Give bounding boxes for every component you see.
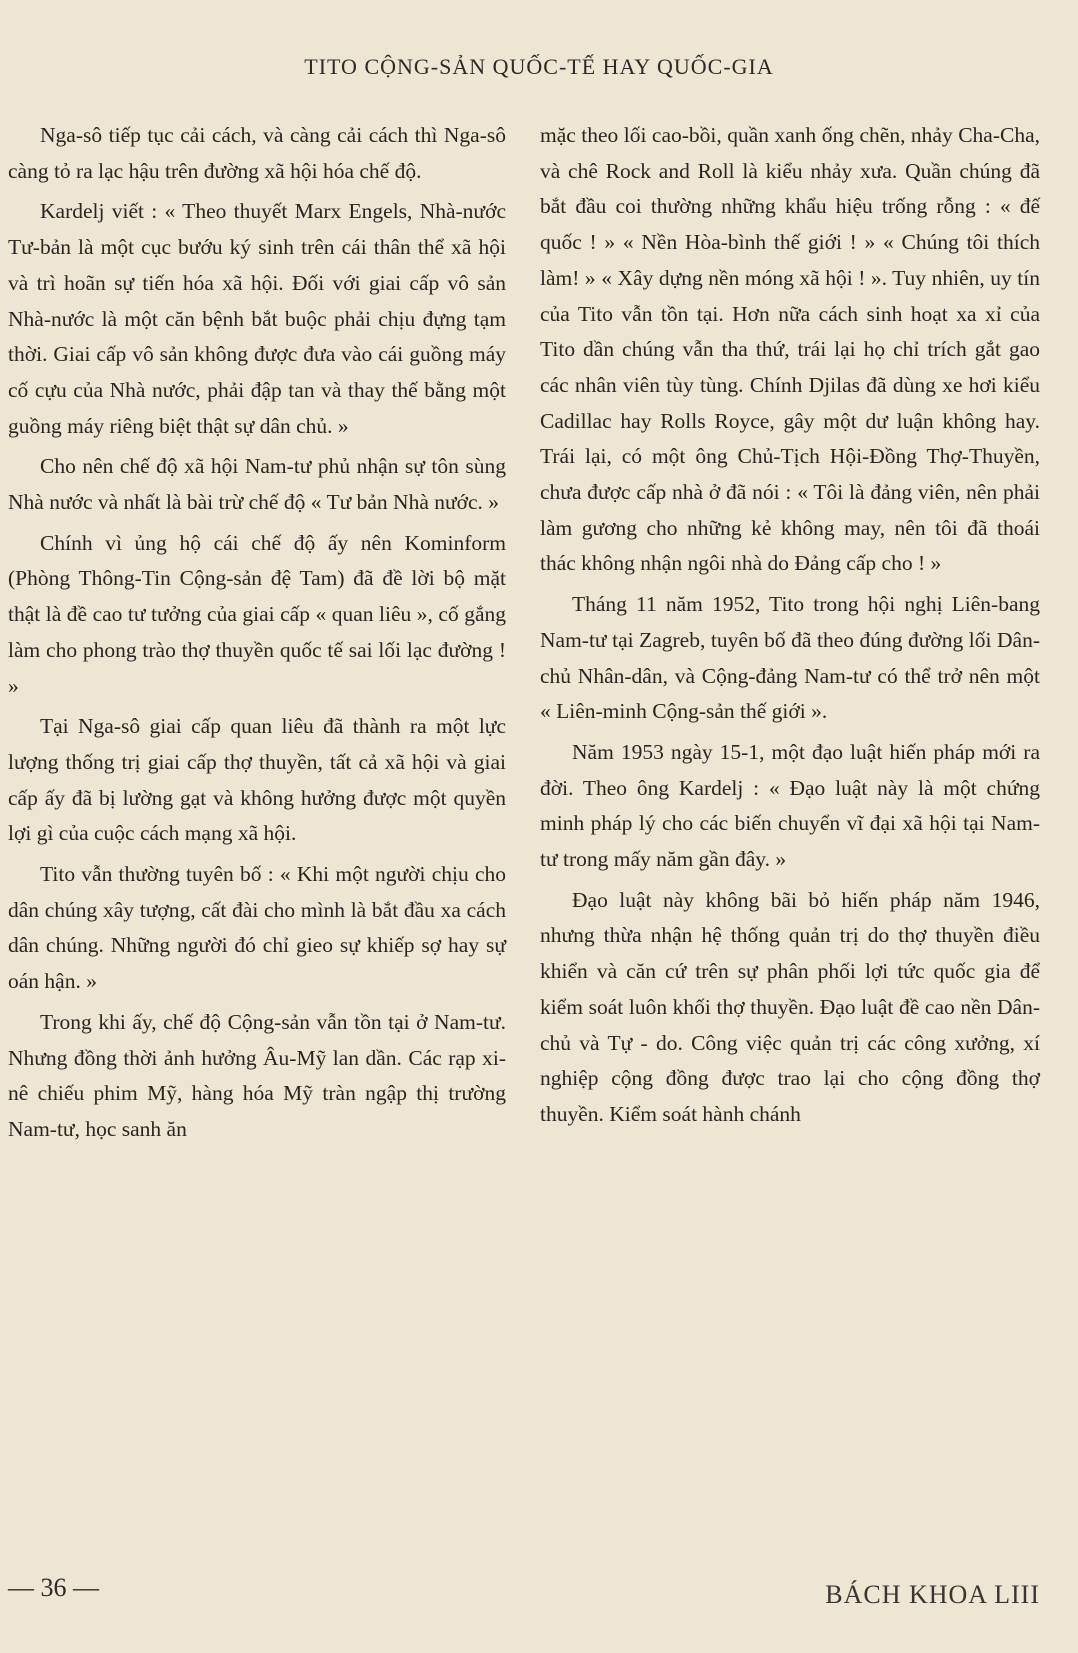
paragraph-continued: mặc theo lối cao-bồi, quần xanh ống chẽn, nhảy Cha-Cha, và chê Rock and Roll là kiểu nhảy xưa. Quần chúng đã bắt đầu coi thường những khẩu hiệu trống rỗng : « đế quốc ! » « Nền Hòa-bình thế giới ! » « Chúng tôi thích làm! » « Xây dựng nền móng xã hội ! ». Tuy nhiên, uy tín của Tito vẫn tồn tại. Hơn nữa cách sinh hoạt xa xỉ của Tito dần chúng vẫn tha thứ, trái lại họ chỉ trích gắt gao các nhân viên tùy tùng. Chính Djilas đã dùng xe hơi kiểu Cadillac hay Rolls Royce, gây một dư luận không hay. Trái lại, có một ông Chủ-Tịch Hội-Đồng Thợ-Thuyền, chưa được cấp nhà ở đã nói : « Tôi là đảng viên, nên phải làm gương cho những kẻ không may, nên tôi đã thoái thác không nhận ngôi nhà do Đảng cấp cho ! » bbox=[540, 123, 1040, 576]
magazine-name: BÁCH KHOA LIII bbox=[825, 1580, 1040, 1609]
paragraph: Năm 1953 ngày 15-1, một đạo luật hiến pháp mới ra đời. Theo ông Kardelj : « Đạo luật này là một chứng minh pháp lý cho các biến chuyển vĩ đại xã hội tại Nam-tư trong mấy năm gần đây. » bbox=[540, 739, 1040, 872]
paragraph: Tại Nga-sô giai cấp quan liêu đã thành ra một lực lượng thống trị giai cấp thợ thuyền, tất cả xã hội và giai cấp ấy đã bị lường gạt và không hưởng được một quyền lợi gì của cuộc cách mạng xã hội. bbox=[8, 714, 506, 846]
paragraph: Đạo luật này không bãi bỏ hiến pháp năm 1946, nhưng thừa nhận hệ thống quản trị do thợ thuyền điều khiển và căn cứ trên sự phân phối lợi tức quốc gia để kiểm soát luôn khối thợ thuyền. Đạo luật đề cao nền Dân-chủ và Tự - do. Công việc quản trị các công xưởng, xí nghiệp cộng đồng được trao lại cho cộng đồng thợ thuyền. Kiểm soát hành chánh bbox=[540, 887, 1040, 1126]
paragraph: Cho nên chế độ xã hội Nam-tư phủ nhận sự tôn sùng Nhà nước và nhất là bài trừ chế độ « Tư bản Nhà nước. » bbox=[8, 454, 506, 515]
paragraph: Tito vẫn thường tuyên bố : « Khi một người chịu cho dân chúng xây tượng, cất đài cho mình là bắt đầu xa cách dân chúng. Những người đó chỉ gieo sự khiếp sợ hay sự oán hận. » bbox=[8, 862, 506, 994]
paragraph: Kardelj viết : « Theo thuyết Marx Engels, Nhà-nước Tư-bản là một cục bướu ký sinh trên cái thân thể xã hội và trì hoãn sự tiến hóa xã hội. Đối với giai cấp vô sản Nhà-nước là một căn bệnh bắt buộc phải chịu đựng tạm thời. Giai cấp vô sản không được đưa vào cái guồng máy cố cựu của Nhà nước, phải đập tan và thay thế bằng một guồng máy riêng biệt thật sự dân chủ. » bbox=[8, 199, 506, 438]
left-column bbox=[8, 118, 506, 1153]
running-header: TITO CỘNG-SẢN QUỐC-TẾ HAY QUỐC-GIA bbox=[304, 54, 774, 79]
paragraph: Trong khi ấy, chế độ Cộng-sản vẫn tồn tại ở Nam-tư. Nhưng đồng thời ảnh hưởng Âu-Mỹ lan dần. Các rạp xi-nê chiếu phim Mỹ, hàng hóa Mỹ tràn ngập thị trường Nam-tư, học sanh ăn bbox=[8, 1009, 506, 1141]
paragraph: Nga-sô tiếp tục cải cách, và càng cải cách thì Nga-sô càng tỏ ra lạc hậu trên đường xã hội hóa chế độ. bbox=[8, 123, 506, 183]
paragraph: Chính vì ủng hộ cái chế độ ấy nên Kominform (Phòng Thông-Tin Cộng-sản đệ Tam) đã đề lời bộ mặt thật là đề cao tư tưởng của giai cấp « quan liêu », cố gắng làm cho phong trào thợ thuyền quốc tế sai lối lạc đường ! » bbox=[8, 530, 506, 698]
paragraph: Tháng 11 năm 1952, Tito trong hội nghị Liên-bang Nam-tư tại Zagreb, tuyên bố đã theo đúng đường lối Dân-chủ Nhân-dân, và Cộng-đảng Nam-tư có thể trở nên một « Liên-minh Cộng-sản thế giới ». bbox=[540, 592, 1040, 724]
right-column bbox=[540, 118, 1040, 1138]
page-number: — 36 — bbox=[8, 1573, 99, 1602]
